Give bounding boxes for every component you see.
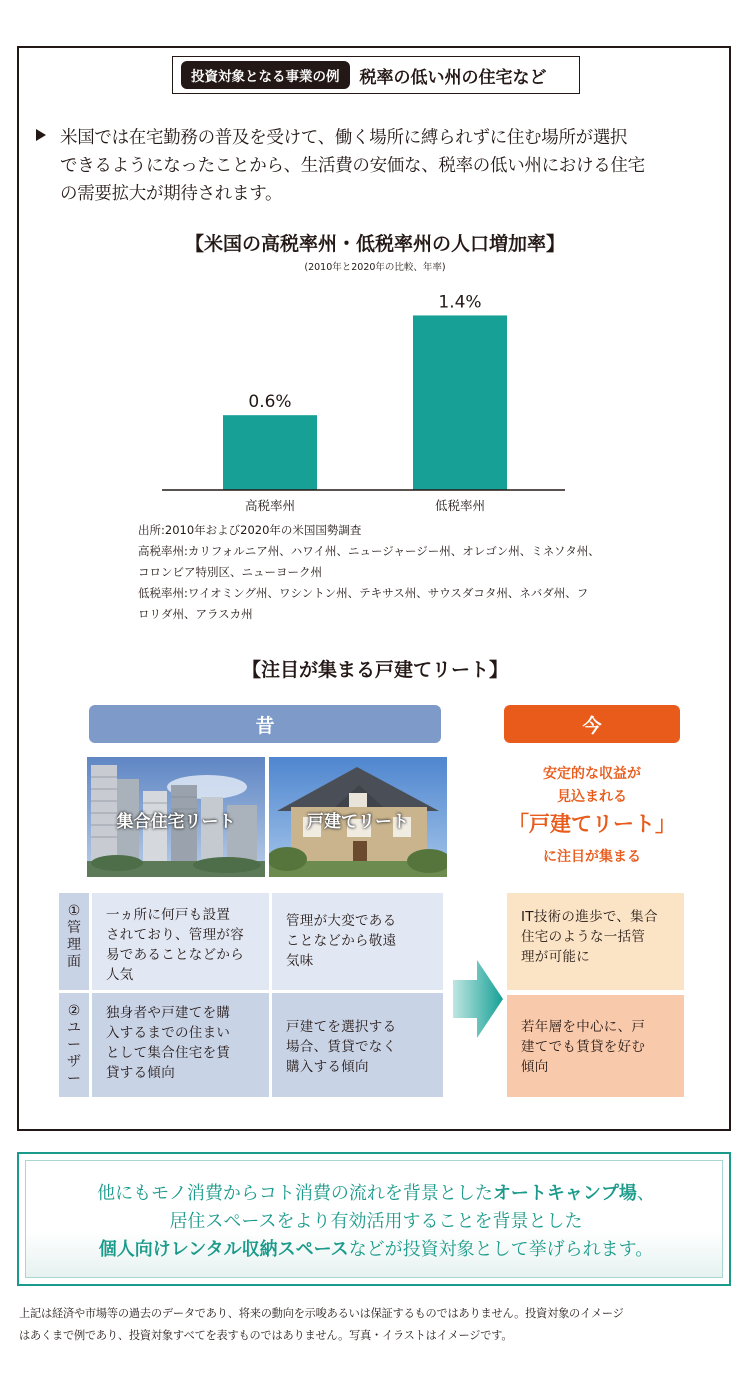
cell-line: 場合、賃貸でなく [286, 1039, 397, 1055]
cell-line: 理が可能に [521, 949, 590, 965]
cell-line: として集合住宅を賃 [106, 1045, 231, 1061]
cell-line: されており、管理が容 [106, 927, 244, 943]
table-cell [507, 893, 684, 990]
table-cell [92, 993, 269, 1097]
now-highlight: 「戸建てリート」 [508, 812, 676, 836]
header-tag: 投資対象となる事業の例 [181, 61, 350, 89]
header-box [172, 56, 580, 94]
now-caption-line: 見込まれる [557, 789, 627, 805]
row-label-char: ユ [67, 1020, 81, 1036]
intro-line: 米国では在宅勤務の普及を受けて、働く場所に縛られずに住む場所が選択 [60, 128, 628, 148]
note-line: 高税率州:カリフォルニア州、ハワイ州、ニュージャージー州、オレゴン州、ミネソタ州、 [138, 544, 600, 558]
intro-line: の需要拡大が期待されます。 [60, 184, 283, 204]
cell-line: 入するまでの住まい [106, 1025, 231, 1041]
cell-line: 建てでも賃貸を好む [521, 1039, 646, 1055]
summary-emphasis: 個人向けレンタル収納スペース [98, 1239, 349, 1260]
cell-line: 若年層を中心に、戸 [521, 1019, 646, 1035]
note-line: 低税率州:ワイオミング州、ワシントン州、テキサス州、サウスダコタ州、ネバダ州、フ [138, 586, 589, 600]
now-band: 今 [504, 705, 680, 743]
photo1-label: 集合住宅リート [116, 812, 236, 832]
intro-line: できるようになったことから、生活費の安価な、税率の低い州における住宅 [60, 156, 645, 176]
chart-notes [138, 520, 628, 625]
note-source: 出所:2010年および2020年の米国国勢調査 [138, 523, 362, 537]
cell-line: 独身者や戸建てを購 [106, 1005, 231, 1021]
bar-chart [140, 280, 580, 520]
bar-value-label: 1.4% [438, 292, 482, 313]
cell-line: 一ヵ所に何戸も設置 [106, 907, 231, 923]
disclaimer-line: はあくまで例であり、投資対象すべてを表すものではありません。写真・イラストはイメージです。 [19, 1329, 513, 1342]
table-cell [272, 893, 443, 990]
summary-box [17, 1152, 731, 1286]
right-arrow-icon [453, 960, 503, 1038]
row-label-char: 理 [67, 937, 81, 953]
chart-title: 【米国の高税率州・低税率州の人口増加率】 [184, 233, 565, 255]
cell-line: 人気 [106, 967, 134, 983]
bar-1 [223, 415, 317, 490]
cell-line: 貸する傾向 [106, 1065, 175, 1081]
row-label-user [59, 993, 89, 1097]
bullet-triangle-icon [36, 129, 46, 141]
cell-line: 易であることなどから [106, 947, 244, 963]
note-line: コロンビア特別区、ニューヨーク州 [138, 565, 322, 579]
table-cell [272, 993, 443, 1097]
cell-line: 住宅のような一括管 [521, 929, 646, 945]
house-reit-photo [269, 757, 447, 877]
summary-text: などが投資対象として挙げられます。 [348, 1239, 654, 1260]
row-label-char: ② [67, 1003, 81, 1019]
cell-line: IT技術の進歩で、集合 [521, 909, 658, 925]
chart-subtitle: (2010年と2020年の比較、年率) [304, 262, 446, 273]
past-band: 昔 [89, 705, 441, 743]
row-label-char: ① [67, 903, 81, 919]
row-label-char: 面 [67, 954, 81, 970]
summary-line-1 [19, 1182, 733, 1206]
apartment-reit-photo [87, 757, 265, 877]
row-label-char: ー [67, 1071, 81, 1087]
summary-text: 他にもモノ消費からコト消費の流れを背景とした [97, 1183, 493, 1204]
row-label-char: ー [67, 1037, 81, 1053]
cell-line: 傾向 [521, 1059, 549, 1075]
now-caption-line: に注目が集まる [543, 849, 641, 865]
bar-value-label: 0.6% [248, 392, 292, 413]
disclaimer-line: 上記は経済や市場等の過去のデータであり、将来の動向を示唆あるいは保証するものではありません。投資対象のイメージ [19, 1307, 624, 1320]
summary-line-3 [19, 1238, 733, 1262]
summary-line-2: 居住スペースをより有効活用することを背景とした [169, 1211, 583, 1232]
summary-emphasis: オートキャンプ場 [492, 1183, 637, 1204]
row-label-char: 管 [67, 920, 81, 936]
x-tick-label: 低税率州 [434, 498, 486, 513]
intro-paragraph [36, 124, 726, 208]
photo2-label: 戸建てリート [307, 812, 409, 832]
cell-line: 気味 [286, 953, 314, 969]
cell-line: 管理が大変である [286, 913, 397, 929]
table-cell [507, 995, 684, 1097]
cell-line: ことなどから敬遠 [286, 933, 397, 949]
cell-line: 戸建てを選択する [286, 1019, 397, 1035]
cell-line: 購入する傾向 [286, 1059, 369, 1075]
x-tick-label: 高税率州 [244, 498, 296, 513]
disclaimer [19, 1303, 733, 1347]
row-label-management [59, 893, 89, 990]
row-label-char: ザ [67, 1054, 81, 1070]
summary-text: 、 [636, 1183, 655, 1204]
header-title: 税率の低い州の住宅など [359, 67, 547, 88]
table-cell [92, 893, 269, 990]
bar-2 [413, 315, 507, 490]
note-line: ロリダ州、アラスカ州 [138, 607, 253, 621]
now-caption-line: 安定的な収益が [543, 766, 641, 782]
section-title: 【注目が集まる戸建てリート】 [241, 659, 508, 681]
